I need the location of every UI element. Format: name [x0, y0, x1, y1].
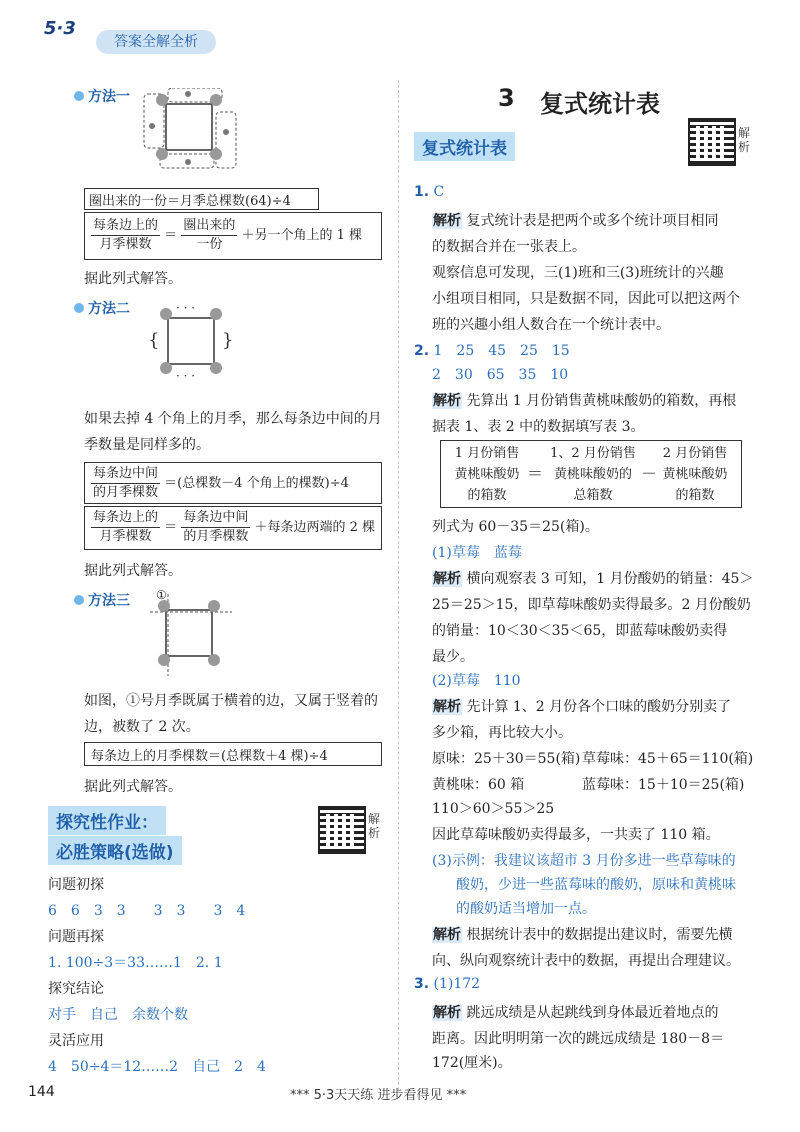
method1-diagram — [140, 88, 240, 180]
q3: 3. (1)172 — [414, 976, 481, 992]
q1-line4: 小组项目相同，只是数据不同，因此可以把这两个 — [432, 291, 740, 307]
method-marker-icon — [74, 91, 84, 101]
header-tag: 答案全解全析 — [96, 30, 216, 54]
q1: 1. C — [414, 184, 445, 200]
q2-2-calc1b: 草莓味：45＋65＝110(箱) — [582, 751, 754, 767]
q2-1-line3: 的销量：10＜30＜35＜65，即蓝莓味酸奶卖得 — [432, 623, 728, 639]
method2-text1: 如果去掉 4 个角上的月季，那么每条边中间的月 — [84, 411, 382, 427]
q3-line3: 172(厘米)。 — [432, 1055, 512, 1071]
q1-line2: 的数据合并在一张表上。 — [432, 239, 586, 255]
q2-3-line3: 的酸奶适当增加一点。 — [456, 901, 596, 917]
method3-text1: 如图，①号月季既属于横着的边，又属于竖着的 — [84, 693, 378, 709]
column-divider — [398, 80, 399, 1090]
method3-title: 方法三 — [74, 590, 130, 610]
qr-code-icon[interactable] — [688, 118, 736, 166]
q2-formula: 列式为 60－35＝25(箱)。 — [432, 519, 599, 535]
method2-title: 方法二 — [74, 298, 130, 318]
method3-formula-box: 每条边上的月季棵数＝(总棵数＋4 棵)÷4 — [84, 742, 382, 766]
svg-text:· · ·: · · · — [176, 301, 196, 315]
problem1-answer: 6 6 3 3 3 3 3 4 — [48, 903, 246, 919]
method3-circle-label: ① — [156, 588, 167, 602]
section-title: 复式统计表 — [414, 132, 515, 161]
q3-line2: 距离。因此明明第一次的跳远成绩是 180－8＝ — [432, 1031, 725, 1047]
q2-3-line1: (3)示例：我建议该超市 3 月份多进一些草莓味的 — [432, 853, 736, 869]
qr-label: 解析 — [738, 126, 751, 154]
method1-formula-box2: $\frac{\text{每条边上的}}{\text{月季棵数}}$ ＝ $\frac{\text{圈出来的}}{\text{一份}}$ ＋另一个角上的 1 棵 — [84, 212, 382, 260]
problem3-title: 探究结论 — [48, 981, 104, 997]
method2-formula-box2: $\frac{\text{每条边上的}}{\text{月季棵数}}$ ＝ $\frac{\text{每条边中间}}{\text{的月季棵数}}$ ＋每条边两端的 2 棵 — [84, 506, 382, 550]
q3-line1: 解析 跳远成绩是从起跳线到身体最近着地点的 — [433, 1005, 719, 1021]
q2-2-calc4: 因此草莓味酸奶卖得最多，一共卖了 110 箱。 — [432, 827, 720, 843]
logo: 5·3 — [44, 18, 76, 39]
q2-2-line1: 解析 先计算 1、2 月份各个口味的酸奶分别卖了 — [433, 699, 732, 715]
q2-2-calc2a: 黄桃味：60 箱 — [432, 777, 525, 793]
fraction-label: $\frac{\text{每条边上的}}{\text{月季棵数}}$ — [93, 218, 159, 252]
q2-3-jx2: 向、纵向观察统计表中的数据，再提出合理建议。 — [432, 953, 740, 969]
fraction-label: $\frac{\text{每条边中间}}{\text{的月季棵数}}$ — [93, 466, 159, 500]
method1-title: 方法一 — [74, 86, 130, 106]
chapter-number: 3 — [498, 84, 515, 112]
page-number: 144 — [28, 1084, 55, 1100]
qr-label: 解析 — [368, 812, 381, 840]
problem2-title: 问题再探 — [48, 929, 104, 945]
svg-text:{: { — [148, 330, 160, 351]
problem4-title: 灵活应用 — [48, 1033, 104, 1049]
qr-code-icon[interactable] — [318, 806, 366, 854]
q2-3-line2: 酸奶，少进一些蓝莓味的酸奶，原味和黄桃味 — [456, 877, 736, 893]
q2-1-line2: 25＝25＞15，即草莓味酸奶卖得最多。2 月份酸奶 — [432, 597, 751, 613]
method2-after: 据此列式解答。 — [84, 563, 182, 579]
method-marker-icon — [74, 595, 84, 605]
fraction-label: $\frac{\text{每条边中间}}{\text{的月季棵数}}$ — [183, 510, 249, 544]
q2-2-calc2b: 蓝莓味：15＋10＝25(箱) — [582, 777, 745, 793]
method2-formula-box1: $\frac{\text{每条边中间}}{\text{的月季棵数}}$ ＝(总棵数－4 个角上的棵数)÷4 — [84, 462, 382, 504]
problem1-title: 问题初探 — [48, 877, 104, 893]
q1-line3: 观察信息可发现，三(1)班和三(3)班统计的兴趣 — [432, 265, 724, 281]
q2-1-line4: 最少。 — [432, 649, 474, 665]
method3-text2: 边，被数了 2 次。 — [84, 719, 200, 735]
explore-title-line2: 必胜策略(选做) — [48, 836, 182, 865]
q2-line1: 解析 先算出 1 月份销售黄桃味酸奶的箱数，再根 — [433, 393, 737, 409]
svg-text:· · ·: · · · — [176, 369, 196, 383]
q2-2-calc1a: 原味：25＋30＝55(箱) — [432, 751, 581, 767]
chapter-title: 复式统计表 — [540, 90, 660, 118]
method1-after: 据此列式解答。 — [84, 271, 182, 287]
footer-slogan: *** 5·3天天练 进步看得见 *** — [290, 1088, 467, 1103]
method3-after: 据此列式解答。 — [84, 779, 182, 795]
svg-text:}: } — [222, 330, 234, 351]
problem4-answer: 4 50÷4＝12……2 自己 2 4 — [48, 1059, 266, 1075]
method2-text2: 季数量是同样多的。 — [84, 437, 210, 453]
fraction-label: $\frac{\text{每条边上的}}{\text{月季棵数}}$ — [93, 510, 159, 544]
q2-2-answer: (2)草莓 110 — [432, 673, 521, 689]
q2-row1: 2. 1 25 45 25 15 — [414, 343, 570, 359]
q2-1-answer: (1)草莓 蓝莓 — [432, 545, 522, 561]
method3-diagram — [146, 590, 236, 680]
q1-line5: 班的兴趣小组人数合在一个统计表中。 — [432, 317, 670, 333]
method1-formula-box1: 圈出来的一份＝月季总棵数(64)÷4 — [84, 188, 319, 210]
q1-line1: 解析 复式统计表是把两个或多个统计项目相同 — [433, 213, 719, 229]
q2-2-line2: 多少箱，再比较大小。 — [432, 725, 572, 741]
q2-1-line1: 解析 横向观察表 3 可知，1 月份酸奶的销量：45＞ — [433, 571, 754, 587]
method2-diagram — [146, 300, 236, 392]
problem2-answer: 1. 100÷3＝33……1 2. 1 — [48, 955, 223, 971]
q2-line2: 据表 1、表 2 中的数据填写表 3。 — [432, 419, 645, 435]
problem3-answer: 对手 自己 余数个数 — [48, 1007, 188, 1023]
q2-2-calc3: 110＞60＞55＞25 — [432, 801, 555, 817]
q2-3-jx1: 解析 根据统计表中的数据提出建议时，需要先横 — [433, 927, 733, 943]
q2-row2: 2 30 65 35 10 — [432, 367, 569, 383]
explore-title-line1: 探究性作业： — [48, 806, 166, 835]
fraction-label: $\frac{\text{圈出来的}}{\text{一份}}$ — [183, 218, 236, 252]
method-marker-icon — [74, 303, 84, 313]
q2-relation-box: 1 月份销售 黄桃味酸奶 的箱数 ＝ 1、2 月份销售 黄桃味酸奶的 总箱数 － 2 月份销售 黄桃味酸奶 的箱数 — [440, 440, 742, 508]
